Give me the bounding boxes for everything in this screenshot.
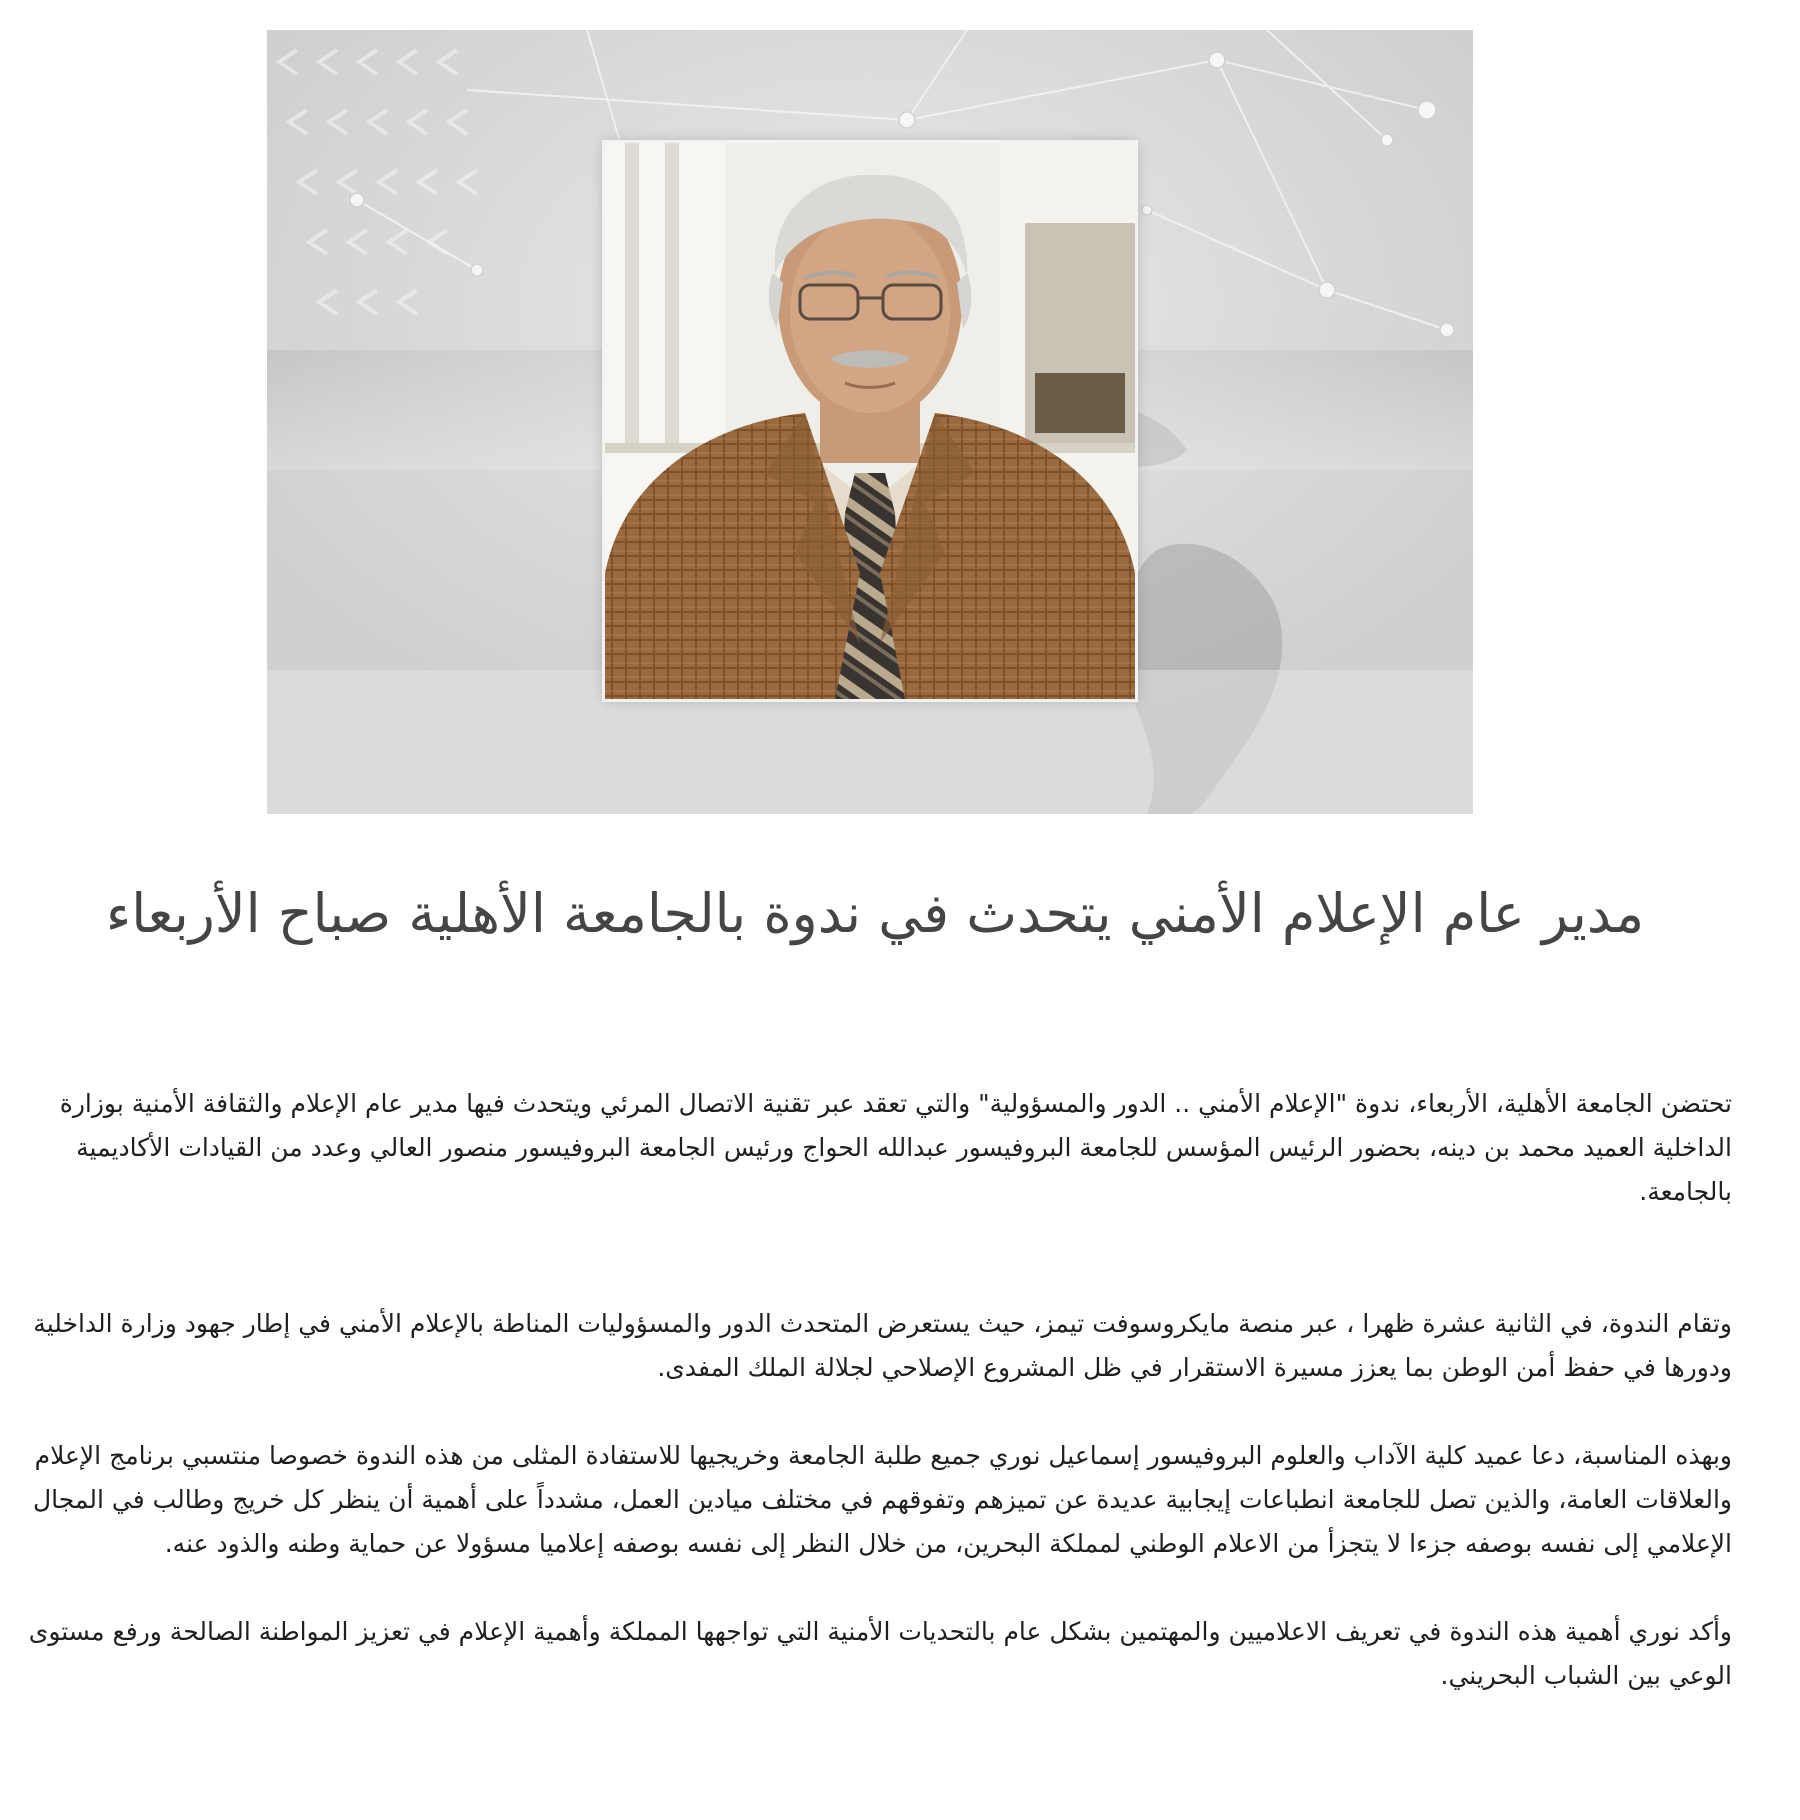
article-paragraph: وأكد نوري أهمية هذه الندوة في تعريف الاعلاميين والمهتمين بشكل عام بالتحديات الأمنية التي تواجهها المملكة وأهمية الإعلام في تعزيز المواطنة الصالحة ورفع مستوى الوعي بين الشباب البحريني. xyxy=(28,1617,1732,1690)
hero-image xyxy=(267,30,1473,814)
article-title: مدير عام الإعلام الأمني يتحدث في ندوة بالجامعة الأهلية صباح الأربعاء xyxy=(105,882,1645,945)
article-paragraph: وبهذه المناسبة، دعا عميد كلية الآداب والعلوم البروفيسور إسماعيل نوري جميع طلبة الجامعة وخريجيها للاستفادة المثلى من هذه الندوة خصوصا منتسبي برنامج الإعلام والعلاقات العامة، والذين تصل للجامعة انطباعات إيجابية عديدة عن تميزهم وتفوقهم في مختلف ميادين العمل، مشدداً على أهمية أن ينظر كل خريج وطالب في المجال الإعلامي إلى نفسه بوصفه جزءا لا يتجزأ من الاعلام الوطني لمملكة البحرين، من خلال النظر إلى نفسه بوصفه إعلاميا مسؤولا عن حماية وطنه والذود عنه. xyxy=(33,1441,1732,1558)
article-paragraph: وتقام الندوة، في الثانية عشرة ظهرا ، عبر منصة مايكروسوفت تيمز، حيث يستعرض المتحدث الدور والمسؤوليات المناطة بالإعلام الأمني في إطار جهود وزارة الداخلية ودورها في حفظ أمن الوطن بما يعزز مسيرة الاستقرار في ظل المشروع الإصلاحي لجلالة الملك المفدى. xyxy=(33,1309,1732,1382)
article-body xyxy=(7,1082,1732,1698)
speaker-portrait xyxy=(605,143,1135,699)
article-paragraph: تحتضن الجامعة الأهلية، الأربعاء، ندوة "الإعلام الأمني .. الدور والمسؤولية" والتي تعقد عبر تقنية الاتصال المرئي ويتحدث فيها مدير عام الإعلام والثقافة الأمنية بوزارة الداخلية العميد محمد بن دينه، بحضور الرئيس المؤسس للجامعة البروفيسور عبدالله الحواج ورئيس الجامعة البروفيسور منصور العالي وعدد من القيادات الأكاديمية بالجامعة. xyxy=(59,1089,1732,1206)
